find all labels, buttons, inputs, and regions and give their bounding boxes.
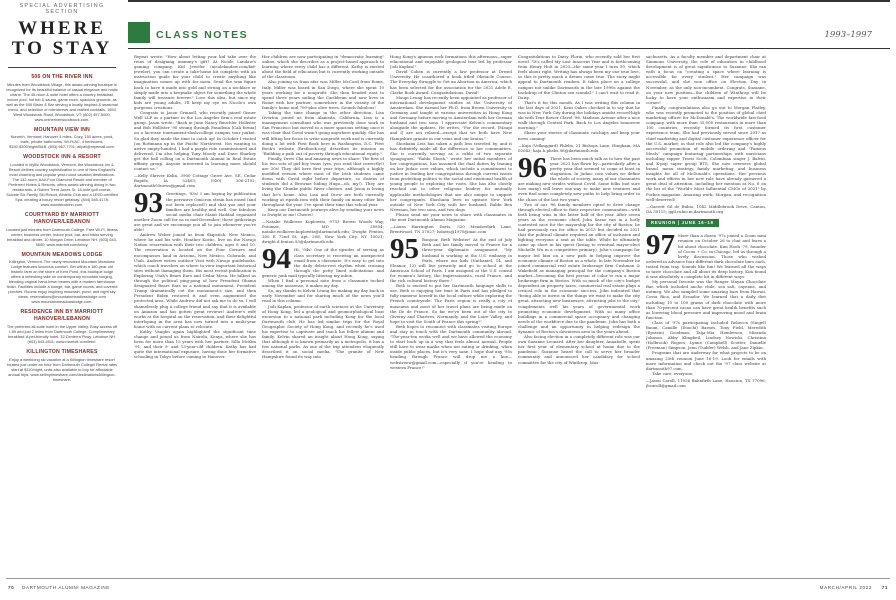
class-entry-text: More than a dozen '97s joined a Zoom mini reunion on October 26 to chat and learn a bit about chocolate. Kim Hoeh '79, founder of Cocoa + Co. in Chicago, led us through a lively discussion. Those who wished ordered in advance four different dark chocolate bars each, tasted from tray. Sounds like fun! We learned all the ways to taste chocolate and all about its deep history. Kim found it was absolutely a complete hit in different ways.	[646, 233, 766, 280]
note-paragraph: My personal favorite was the Ranger Mayan Chocolate Bar, which included anche chile, sea salt, cayenne, and nutmeg. We also sampled some amazing bars from Hawaii, Costa Rica, and Ecuador. We learned that a daily diet including 10 to 100 grams of dark chocolate with more than 70-percent cacao can have great health benefits such as lowering blood pressure and improving mood and brain function.	[646, 279, 766, 320]
secretary-signature: —Kelly Shriver Kolin, 3900 Cottage Grove Ave. SE, Cedar Rapids, IA 52403; (920) 206-2192; dartmouth93news@gmail.com	[134, 173, 256, 189]
notes-column-5	[646, 54, 766, 580]
note-paragraph: Jodi Kaplan, professor of earth sciences at the University of Hong Kong, led a geological and geomorphological boat excursion to a national park including Kong for the local Dartmouth club. He has led similar trips for the Royal Geographic Society of Hong Kong, and recently he's used his expertise to captivate and teach his fellow alumni and family. Kelvin shared an insight about Hong Kong, saying that although it is known primarily as a metropolis, it has a few national parks. As one of the trip attendees eloquently described it on social media, "The granite of New Hampshire found its way into	[262, 303, 384, 360]
header-bottom-rule	[128, 48, 890, 49]
class-year-drop-numeral: 93	[134, 187, 163, 220]
notes-column-2	[262, 54, 384, 580]
class-entry-text: Hi, '94s! One of the upsides of serving as class secretary is receiving an unexpected email from a classmate. It's easy to get into the daily delete-rest rhythm when cruising through the petty lined solicitations and generic junk mail typically littering my inbox.	[262, 247, 384, 278]
reunion-banner: REUNION | JUNE 16–19	[646, 219, 719, 227]
special-advertising-label: SPECIAL ADVERTISING SECTION	[19, 3, 105, 15]
venue-name: WOODSTOCK INN & RESORT	[23, 154, 101, 161]
venue-details: Located in idyllic Woodstock, Vermont, the Woodstock Inn & Resort defines country sophistication in one of New England's most charming and popular year-round vacation destinations. The 142-room, AAA Four Diamond Resort and member of Preferred Hotels & Resorts, offers award-winning dining in two restaurants, a Robert Trent Jones Sr. 18-hole golf course, Suicide Six Family Ski Resort, Athletic Club and a LEED-certified Spa, creating a luxury resort getaway. (844) 545-4178; www.woodstockinn.com.	[6, 162, 118, 208]
note-paragraph: Also facing election in a completely different role was our own Suzanne Leonard. After her daughter, Annabelle, spent her first year of elementary school at home due to the pandemic, Suzanne heard the call to serve her broader community and announced her candidacy for school committee for the city of Winthrop, Mas-	[518, 334, 640, 365]
section-title: CLASS NOTES	[156, 29, 249, 41]
venue-name: COURTYARD BY MARRIOTT HANOVER/LEBANON	[24, 212, 100, 225]
sidebar-divider	[8, 67, 116, 68]
venue-details: The preferred all-suite hotel in the Upper Valley. Easy access off I-89 and just 2 miles from Dartmouth College. Complimentary breakfast. A pet-friendly hotel. 32 Centerra Pkwy, Lebanon NH. (603) 643-4511; www.marriott.com/lebri.	[6, 323, 118, 344]
class-year-drop-numeral: 94	[262, 243, 291, 276]
class-entry-text: Bonjour, Beth Webster! At the end of July Beth and her family moved to France for a three-year diplomatic assignment. "My husband is working at the U.S. embassy in Paris, where our kids (Nathaniel, 14, and Eleanor, 12) will live privately and go to school at the American School of Paris. I am assigned at the U.S. consul for women's history, the Impressionists, rural France, and the rich cultural history there."	[390, 237, 512, 284]
secretary-signature: —Natalie Wolkover Koplowitz, 9733 Brown Woods Way, Potomac, MD 20854; natalie.wolkover.koplowitz@dartmouth.edu; Dwight Fenton, 300 E 72nd St, Apt. 20E, New York City, NY 10021; dwight.d.fenton.93@dartmouth.edu	[262, 219, 384, 245]
note-paragraph: Take care, everyone,	[652, 370, 694, 376]
footer-rule	[6, 578, 890, 579]
class-years-range: 1993–1997	[824, 30, 872, 40]
note-paragraph: Her children are now participating in "democratic learning" online, which she describes as a project-based approach to learning where every child has a different. Kathy is excited about the field of education but is currently working outside of the classroom.	[262, 54, 384, 80]
class-entry-text: Greetings, '93s! I am hoping by publication the pervasive Omicron strain has eased (and not been replaced!) and that you and your families are healthy and well. Our fabulous social media chair Manit Haddad organized another Zoom call for us in mid-December; these gatherings are great and we encourage you all to join whenever you're able!	[134, 191, 256, 233]
class-year-drop-numeral: 95	[390, 233, 419, 266]
notes-column-4	[518, 54, 640, 580]
note-paragraph: So, my thanks to Kelvin Leung for making my day back in early November and for sharing much of the news you'll read in this column.	[262, 288, 384, 304]
note-paragraph: Beth is excited to put her Dartmouth language skills to use. Beth is enjoying her time in Paris and has pledged to fully immerse herself in the local culture while exploring the French countryside. The Paris region is really a city of museums and most of her travel plans are being made on the Ile de France. So far we've been out of the city to Giverny and Chartres, Normandy, and the Loire Valley, and hope to visit the South of France this spring!"	[390, 283, 512, 324]
section-color-mark	[128, 22, 150, 43]
note-paragraph: Finally, Drew Cha and amazing news to share: The first of his two sets of girl-boy twins (yes, you read that correctly!) are 20s! They did here first year trips, although a highly modified version where most of the Irish students came down with Covid right before departure, so dozens of students did a Brownie hiding Hugo—oh, my!). They are living the Chunke public River clusters, and Jason is loving that he's home. Also Lisa and Drew are both currently working at ripstik.com with their family on many other bits throughout the year. I've spent their time this school year.	[262, 155, 384, 207]
class-year-drop-numeral: 97	[646, 229, 675, 262]
left-page-number: 70	[8, 585, 15, 590]
class-entry-1995	[390, 233, 512, 284]
class-notes-header	[128, 0, 896, 52]
note-paragraph: Programs that are underway for what projects to be on amazing 25th reunion June 16-19. Look for emails with more information and check out the '97 class website at dartmouth97.com.	[646, 350, 766, 371]
note-paragraph: Two of our '96 family members opted to drive change through elected office to their respective communities—with both being wins in the latter half of the year. After seven years as the economic chief, John Sarno ran in a hotly contested race for the mayorship for the city of Boston; he had previously run for office in 2013 but decided in 2021 that the political climate required an office of inclusion and lighting everyone a seat at the table. While he ultimately came up short in his quest (losing to eventual mayor-elect Michelle Wu in a competitive primary), John's campaign for mayor led him on a new path in helping improve the economic climate of Boston as a whole. In late November he joined commercial real estate brokerage firm Cushman & Wakefield as managing principal for the company's Boston market—becoming the first person of color to run a major brokerage firm in Boston. With so much of the city's budget dependent on property taxes, commercial real estate plays a critical role in the economic success. John indicated that "being able to invest in the things we want to make the city great, attracting new businesses, attracting jobs to the city," complements well his years of governmental work promoting economic development. With so many office buildings in a commercial space occupancy and changing needs of the workforce due to the pandemic, John has both a challenge and an opportunity in helping redesign the dynamic of Boston's downtown area in the years ahead.	[518, 201, 640, 334]
class-entry-1994	[262, 243, 384, 278]
venue-details: Minutes from Woodstock Village, this award-winning boutique is recognized for its beautiful balance of casual elegance and rustic charm. The 45-room & suite hotel offers a country breakfast, indoor pool, hot tub & sauna, game room, spacious grounds, as well as the 506 Bistro & Bar serving a locally inspired & seasonal menu, and selection of microbrews and crafted cocktails. 1653 West Woodstock Road, Woodstock, VT; (802) 457-5000; www.ontheriverwoodstock.com.	[6, 81, 118, 122]
header-top-rule	[128, 0, 890, 2]
note-paragraph: That's it for this month. As I was writing this column in the last days of 2021, Kent Oakes checked in to say that he was in New York City during the holidays amidst record-high ski with Tenz Bower Clavel '96. Madison Avenue after a nice walk through Central Park. Back to Los Angeles tomorrow morning."	[518, 99, 640, 131]
venue-details: Killington, Vermont. The newly renovated Mountain Meadows Lodge features luxurious comfort. Set within a 180-year-old historic farm on the shore of Kent Pond, this boutique lodge offers a refreshing take on contemporary mountain lodging, blending original hand-hewn beams with a modern farmhouse finish. Facilities include a lounge, bar, game rooms, and covered porches. Rooms enjoy inspiring mountain, pond, and night sky views. reservations@mountainmeadowslodge.com www.mountainmeadowslodge.com.	[6, 259, 118, 305]
note-paragraph: Hong Kong's igneous rock formations this afternoon—super educational and enjoyable geological tour led by professor Jodi Kaplan!"	[390, 54, 512, 70]
issue-date: MARCH/APRIL 2022	[819, 585, 872, 590]
venue-name: 506 ON THE RIVER INN	[31, 73, 93, 80]
left-publication-name: DARTMOUTH ALUMNI MAGAZINE	[22, 585, 110, 590]
note-paragraph: sachusetts. As a faculty member and department chair at Simmons University, the role of educators in childhood development is of great significance to Suzanne. She ran with a focus on "creating a space where learning is accessible for every student." Her campaign was successful, and she won office on Election Day in November, as the only non-incumbent. Congrats, Suzanne, on your new position—the children of Winthrop will be lucky to have your enthusiasm and expertise in their corner!	[646, 54, 766, 105]
note-paragraph: Share your stories of classmate catchups and keep your news coming!	[518, 130, 640, 141]
right-page-number: 71	[881, 585, 888, 590]
class-entry-1993	[134, 187, 256, 233]
note-paragraph: Class of '97s participating included Rebecca (Siegel) Baum, Camille (Doochi) Barnes, Tony Field, Meredith (Epstein) Goodman, Taija-Mia Henderson, Miranda Johnson, Abby Klingbeil, Lindsey Nowicki, Christina (Holbrook) Rogers, Lynne (Campbell) Scotter, Danielle (Freeman) Simpson, Jenn (Tudder) Welsh, and Jane Zipkin.	[646, 319, 766, 351]
note-paragraph: Also joining us from afar was Miller McCord from Rome, Italy. Miller was based in San Diego, where she spent 10 years working for a nonprofit. She then headed east to spend three years sailing the Caribbean and now lives in Rome with her partner, somewhere in the vicinity of the family's home and 700-plus olive trees. Sounds fabulous!	[262, 79, 384, 110]
note-paragraph: When I find a personal note from a classmate tucked among the nonsense, it makes my day.	[262, 278, 384, 289]
venue-name: RESIDENCE INN BY MARRIOTT HANOVER/LEBANON	[20, 309, 104, 323]
note-paragraph: Kathy Vaughn again highlighted the significant time change and joined us from Nairobi, Kenya, where she has been for more than 15 years with her partner, Silla McKim '91, and their 9- and 13-year-old children. Kathy has had quite the international exposure, having done her formative schooling in Tokyo before coming to Hanover.	[134, 328, 256, 360]
venue-listing	[6, 349, 118, 382]
note-paragraph: Repeat wrote: "How about letting your kid take over the reins of designing mommy's gift? At Nicole Landaw's gaming company, Kid Jeweler (nicolelandaw.com/kid-jeweler), you can create a take-home kit complete with an instruction guide for your child to create anything like imagination comes up with for mom. Send the wax figure back to have it made into gold and strung on a necklace or simply made into a keepsake object for something the whole family will treasure forever." Love this idea, but since my kids are young adults, I'll keep my eye on Nicole's own gorgeous creations.	[134, 54, 256, 110]
secretary-signature: —Jason Caroll, 11026 Bahnfirth Lane, Houston, TX 77096; jbcaroll@gmail.com	[646, 377, 766, 389]
secretary-signature: —Laura Harrington Davis, 520 Meadowlark Lane, Brentwood, TN 37027; lsdavis@1970@mac.com	[390, 224, 512, 235]
venue-name: KILLINGTON TIMESHARES	[26, 348, 98, 355]
note-paragraph: Keep our Dartmouth journeys alive by sending your news to Dwight or me! Cheers!	[262, 206, 384, 217]
where-to-stay-sidebar	[6, 0, 118, 600]
class-entry-1997	[646, 229, 766, 280]
note-paragraph: Maupi Leung has recently been appointed as professor of international development studies at the University of Amsterdam. She earned her Ph.D. from Brown University in Germany and taught at various universities in Hong Kong and Germany before moving to Amsterdam with her German husband and two sons. I appreciate Kelvin's commentary alongside the updates. He writes, "For the record, [Maupi and I] are not related—except that we both have New Hampshire granite in our veins and our brains."	[390, 94, 512, 141]
secretary-signature: —Garrett Gil de Rubio, 1042 Middlebrook Drive, Canton, GA 30115; ggil.rubio.m.dartmouth.org	[646, 203, 766, 214]
venue-name: MOUNTAIN VIEW INN	[33, 126, 91, 133]
venue-name: MOUNTAIN MEADOWS LODGE	[21, 251, 103, 258]
note-paragraph: Shoshana Leis has taken a path less traveled by, and it has definitely made all the difference to her communities. She is currently serving as a rabbi of two separate synagogues. "Rabbi Shosh," wrote her initial members of her congregations, has assumed the dual duties by leaning on her Judaic core values, which include a commitment to justice in leading her congregations through current issues from protesting politics to the social and emotional health of young people to exploring the roots. She has also closely reached out to other religious leaders for mutually applicable methodologies that are also unique to support her congregants. Shoshana lives in upstate New York outside of New York City with her husband, Rabbi Ben Newman, her two sons, and two dogs.	[390, 140, 512, 212]
venue-details: Enjoy a weeklong ski vacation at a Killington timeshare resort located just under an hour from Dartmouth College! Rental rates start at $110/night, units also available to buy for affordable annual trips. www.sellmytimeshare.com/destinations/killington-timeshare.	[6, 356, 118, 382]
venue-listing	[6, 212, 118, 247]
venue-listing	[6, 309, 118, 344]
note-paragraph: Please send me your news to share with classmates in the next Dartmouth Alumni Magazine.	[390, 211, 512, 222]
class-year-drop-numeral: 96	[518, 151, 547, 184]
notes-column-1	[134, 54, 256, 580]
class-entry-1996	[518, 151, 640, 202]
venue-details: Located just minutes from Dartmouth College. Free Wi-Fi, fitness center, business center, indoor pool, bar, and bistro serving breakfast and dinner. 10 Morgan Drive, Lebanon NH. (603) 643-5600; www.marriott.com/lebcy.	[6, 226, 118, 247]
venue-listing	[6, 74, 118, 122]
note-paragraph: Congrats to Jason Grinnell, who recently joined Gisner Well LLP as a partner in the Los Angeles firm's real estate group. Jason wrote: "Back in June Nancy Bauchler Hollister and Bob Hollister '90 swung through Pasadena [Cali fornia] on a lacrosse tournament-slash-college campus tour junket. So glad they made the time to catch up! In October I visited Jon Rottmann up in the Pacific Northwest. Not wanting to arrive empty-handed, I had a purple ride commissioned and delivered. I'm also helping Tony Moody and Dave Sharkey get the ball rolling on a Dartmouth Alumni in Real Estate affinity group. Anyone interested in learning more should contact us."	[134, 110, 256, 172]
note-paragraph: Taking the time change in the other direction, Lisa Overton joined us from Alameda, California. Lisa is a management consultant who was previously done work in San Francisco but moved to a more spacious setting once it was clear that Covid wasn't going anywhere quickly. She has still lifting her focus to write nonprofit work and is currently doing a lot with First Book here in Washington, D.C. First Book's website (firstbook.org) describes its mission as "Building a path out of poverty through educational equity."	[262, 110, 384, 156]
note-paragraph: Beth hopes to reconnect with classmates visiting Europe and stay in touch with the Dartmouth community abroad. "The-year-ten works well and we have allowed the economy to start back up in a way that feels almost normal. People still have to wear masks when not eating or drinking, when inside public places, but it's very sane. I hope that any '95s heading through France will drop me a line—webstreew@gmail.com—especially if you're heading to western France!"	[390, 323, 512, 370]
note-paragraph: Finally, congratulations also go out to Morgan Flatley, who was recently promoted to the position of global chief marketing officer for McDonald's. The worldwide fast-food company, with more than 35,000 restaurants in more than 100 countries, recently formed its first customer experience team. She had previously served since 2017 as chief marketing and digital customer experience officer for the U.S. market; in that role also led the company's highly successful promotion of mobile ordering and "Famous Meals" campaign featuring partnerships with musicians including rapper Travis Scott, Colombian singer J. Balvin, and K-pop super group BTS. She now oversees global brand, menu strategy, family marketing, and business insights for all of McDonald's operations. Her previous work and efforts in her new role have already garnered a great deal of attention, including her mention at No. 6 on the list of the "World's Most Influential CMOs of 2021" by Forbes magazine. Amazing work, Morgan, and recognition well-deserved!	[646, 104, 766, 202]
venue-listing	[6, 252, 118, 305]
secretary-signature: —Kaja (Velkaggard) Phlebs, 21 Bishops Lane, Hingham, MA 02043; kaja.h.phebs.96@dartmouth.edu	[518, 142, 640, 153]
notes-column-3	[390, 54, 512, 580]
venue-details: Norwich, Vermont; Hanover 4 miles. Cozy, 150 acres, pond, trails, private bathrooms, Wi-Fi/AC, 4 bedrooms, $150-$300/night/B&B. (603) 667-7701; allyall@myemail.com.	[9, 134, 115, 150]
sidebar-title: WHERE TO STAY	[11, 18, 113, 59]
note-paragraph: Congratulations to Daisy Florin, who recently sold her first novel. "It's called My Last Innocent Year and is forthcoming from Henry Holt in 2023—the same year I turn 50, which feels about right. Writing has always been my one true love, so this is pretty much a dream come true. The story might appeal to Dartmouth readers: It takes place on a college campus not unlike Dartmouth in the late 1990s against the backdrop of the Clinton sex scandal." I can't wait to read it, Daisy.	[518, 54, 640, 100]
class-entry-text: There has been much talk as to how the past year 2021 has flown by—particularly after a pretty year that seemed to come at least in stagnation. In Judaic core values we define the whole of society, many of our classmates are making new strides without Covid. Some folks (not sure how many) will leave one-way to make new ventures and even find some completely new paths to help bring order to the chaos of the last two years.	[518, 155, 640, 202]
page-footer	[0, 578, 896, 600]
venue-listing	[6, 127, 118, 150]
note-paragraph: David Cohen is currently a law professor at Drexel University. He coauthored a book titled Obstacle Course: The Everyday Struggle to Get an Abortion in America, which has been selected for the association for the 2021 Adele E. Clarke Book Award. Congratulations, David!	[390, 69, 512, 95]
venue-listing	[6, 154, 118, 207]
note-paragraph: Andrew Weber joined us from Skipstick, New Mexico, where he and his wife, Heather Kostic, live on the Navajo Nation reservation with their two children, ages 8 and 10. The reservation is located on the Four Corners and encompasses land in Arizona, New Mexico, Colorado, and Utah. Andrew writes outdoor Visit with Navajo guidebooks, which coach travelers on where to view important historical sites without damaging them. His most recent publication is Exploring Utah's Bears Ears and Cedar Mesa. He talked us through the political ping-pong of how President Obama designated Bears Ears as a national monument, President Trump dramatically cut the monument's size, and then President Biden restored it and even augmented the protected area. While Andrew did not ask me to do so, I will shamelessly plug a college friend and say that it is available on Amazon and has gotten great reviews! Andrew's wife works at the hospital on the reservation, and their delightful interloping in the area has now turned into a multi-year home with no current plans to relocate.	[134, 232, 256, 329]
